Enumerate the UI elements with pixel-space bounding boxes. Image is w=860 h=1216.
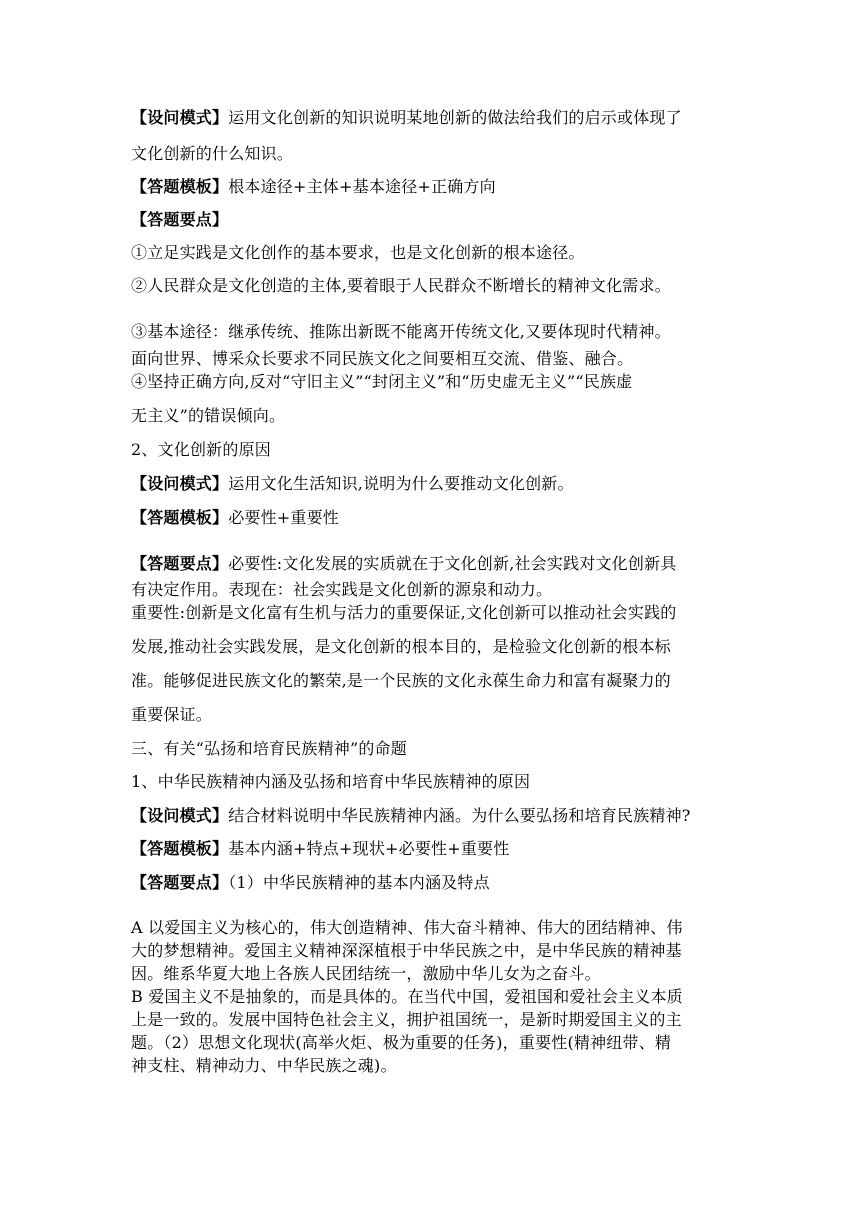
- text-line: [131, 739, 741, 759]
- text-line: [131, 705, 741, 725]
- text-line: [131, 1056, 741, 1076]
- line-text: 三、有关“弘扬和培育民族精神”的命题: [131, 739, 407, 758]
- line-text: 发展,推动社会实践发展，是文化创新的根本目的，是检验文化创新的根本标: [131, 637, 671, 656]
- line-text: 运用文化创新的知识说明某地创新的做法给我们的启示或体现了: [228, 108, 682, 127]
- text-line: [131, 554, 741, 574]
- line-text: 1、中华民族精神内涵及弘扬和培育中华民族精神的原因: [131, 772, 531, 791]
- text-line: [131, 406, 741, 426]
- section-lead: 【答题要点】: [131, 554, 229, 573]
- section-lead: 【答题要点】: [131, 210, 229, 229]
- section-lead: 【设问模式】: [131, 474, 229, 493]
- text-line: [131, 1010, 741, 1030]
- text-line: [131, 580, 741, 600]
- line-text: 准。能够促进民族文化的繁荣,是一个民族的文化永葆生命力和富有凝聚力的: [131, 671, 671, 690]
- line-text: 必要性:文化发展的实质就在于文化创新,社会实践对文化创新具: [228, 554, 677, 573]
- text-line: [131, 987, 741, 1007]
- text-line: [131, 918, 741, 938]
- line-text: 运用文化生活知识,说明为什么要推动文化创新。: [228, 474, 574, 493]
- line-text: ④坚持正确方向,反对“守旧主义”“封闭主义”和“历史虚无主义”“民族虚: [131, 372, 633, 391]
- text-line: [131, 637, 741, 657]
- section-lead: 【答题要点】: [131, 873, 229, 892]
- text-line: [131, 839, 741, 859]
- line-text: 根本途径+主体+基本途径+正确方向: [228, 177, 496, 196]
- text-line: [131, 474, 741, 494]
- line-text: 必要性+重要性: [228, 508, 340, 527]
- line-text: 2、文化创新的原因: [131, 440, 271, 459]
- text-line: [131, 210, 741, 230]
- text-line: [131, 873, 741, 893]
- line-text: 重要性:创新是文化富有生机与活力的重要保证,文化创新可以推动社会实践的: [131, 603, 677, 622]
- section-lead: 【答题模板】: [131, 177, 229, 196]
- section-lead: 【设问模式】: [131, 806, 229, 825]
- line-text: B 爱国主义不是抽象的，而是具体的。在当代中国，爱祖国和爱社会主义本质: [131, 987, 683, 1006]
- text-line: [131, 603, 741, 623]
- text-line: [131, 372, 741, 392]
- line-text: ①立足实践是文化创作的基本要求，也是文化创新的根本途径。: [131, 243, 585, 262]
- section-lead: 【答题模板】: [131, 839, 229, 858]
- text-line: [131, 177, 741, 197]
- line-text: ②人民群众是文化创造的主体,要着眼于人民群众不断增长的精神文化需求。: [131, 276, 671, 295]
- text-line: [131, 243, 741, 263]
- line-text: 基本内涵+特点+现状+必要性+重要性: [228, 839, 510, 858]
- text-line: [131, 806, 741, 826]
- section-lead: 【答题模板】: [131, 508, 229, 527]
- text-line: [131, 1033, 741, 1053]
- line-text: 无主义”的错误倾向。: [131, 406, 286, 425]
- text-line: [131, 941, 741, 961]
- text-line: [131, 671, 741, 691]
- line-text: 有决定作用。表现在：社会实践是文化创新的源泉和动力。: [131, 580, 553, 599]
- text-line: [131, 964, 741, 984]
- line-text: 文化创新的什么知识。: [131, 144, 294, 163]
- text-line: [131, 276, 741, 296]
- line-text: 大的梦想精神。爱国主义精神深深植根于中华民族之中，是中华民族的精神基: [131, 941, 682, 960]
- line-text: 上是一致的。发展中国特色社会主义，拥护祖国统一，是新时期爱国主义的主: [131, 1010, 682, 1029]
- text-line: [131, 772, 741, 792]
- line-text: （1）中华民族精神的基本内涵及特点: [228, 873, 490, 892]
- text-line: [131, 108, 741, 128]
- line-text: 因。维系华夏大地上各族人民团结统一，激励中华儿女为之奋斗。: [131, 964, 601, 983]
- text-line: [131, 349, 741, 369]
- line-text: 题。（2）思想文化现状(高举火炬、极为重要的任务)，重要性(精神纽带、精: [131, 1033, 672, 1052]
- text-line: [131, 508, 741, 528]
- line-text: 结合材料说明中华民族精神内涵。为什么要弘扬和培育民族精神?: [228, 806, 691, 825]
- line-text: ③基本途径：继承传统、推陈出新既不能离开传统文化,又要体现时代精神。: [131, 322, 671, 341]
- line-text: 重要保证。: [131, 705, 213, 724]
- line-text: 面向世界、博采众长要求不同民族文化之间要相互交流、借鉴、融合。: [131, 349, 634, 368]
- text-line: [131, 440, 741, 460]
- text-line: [131, 144, 741, 164]
- line-text: A 以爱国主义为核心的，伟大创造精神、伟大奋斗精神、伟大的团结精神、伟: [131, 918, 683, 937]
- line-text: 神支柱、精神动力、中华民族之魂)。: [131, 1056, 397, 1075]
- text-line: [131, 322, 741, 342]
- section-lead: 【设问模式】: [131, 108, 229, 127]
